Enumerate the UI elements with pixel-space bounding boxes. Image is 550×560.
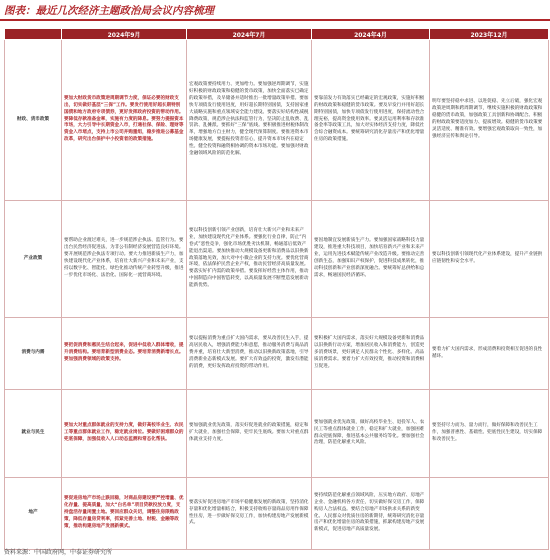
table-cell: 要帮助企业渡过难关，进一步规范涉企执法、监管行为。要出台民营经济促进法，为非公有制经济发展营造良好环境。要开展规范涉企执法专项行动。要大力推进新质生产力，加快建设现代化产业体系，培育壮大新兴产业和未来产业，支持以数字化、智能化、绿色化推动传统产业转型升级，推进一步优化市场化、法治化、国际化一流营商环境。: [62, 201, 187, 318]
table-cell: 要加强就业优先政策，做好高校毕业生、退役军人、农民工等重点群体就业工作，稳定和扩大就业，加强困难群众兜底保障，推进基本公共服务均等化。要加强社会治理，防范化解重大风险。: [312, 390, 430, 478]
figure-title: 图表：最近几次经济主题政治局会议内容梳理: [4, 5, 214, 17]
source-note: 资料来源：中国政府网，中泰证券研究所: [4, 549, 113, 556]
table-cell: 要以提振消费为重点扩大国内需求，要从改善民生入手，提高居民收入，增强消费能力和意愿，推动服务消费与商品消费并重，培育壮大新型消费，推动以旧换新政策落地，引导消费新业态新模式发展。要扩大有效益的投资，激发有潜能的消费，更好发挥政府投资的带动作用。: [187, 318, 312, 390]
table-cell: 要积极扩大国内需求，落实好大规模设备更新和消费品以旧换新行动方案，增加居民收入和消费能力，创造更多消费场景，更好满足人民群众个性化、多样化、高品质消费需求。要着力扩大有效投资，推动投资和消费相互促进。: [312, 318, 430, 390]
column-header-blank: [5, 29, 62, 40]
column-header-2024-04: 2024年4月: [312, 29, 430, 40]
table-cell: 要加大对重点群体就业的支持力度，做好高校毕业生、农民工等重点群体就业工作，稳定就业岗位。要做好困难群众的兜底保障，加强低收入人口动态监测和常态化帮扶。: [62, 390, 187, 478]
table-cell: 要以科技创新引领产业创新，培育壮大新兴产业和未来产业，加快建设现代化产业体系。要强化行业自律，防止“内卷式”恶性竞争，强化市场优胜劣汰机制，畅通落后低效产能退出渠道。要加快推动大规模设备更新和消费品以旧换新政策落地见效，加大对中小微企业的支持力度。要优化营商环境，依法保护民营企业产权，推动民营经济高质量发展。要落实好扩内需的政策举措。要发挥好经营主体作用，推动中国制造向中国智造转变，以高质量发展不断塑造发展新动能新优势。: [187, 201, 312, 318]
table-cell: [430, 478, 549, 550]
table-cell: 要持续防范化解重点领域风险，压实地方政府、房地产企业、金融机构各方责任，切实做好保交房工作，保障购房人合法权益。要结合房地产市场供求关系的新变化、人民群众对优质住房的新期待，统筹研究消化存量房产和优化增量住房的政策措施，抓紧构建房地产发展新模式，促进房地产高质量发展。: [312, 478, 430, 550]
table-row-real-estate: [5, 478, 549, 550]
row-label-consumption: 消费与内需: [5, 318, 62, 390]
table-cell: 要加强就业优先政策，落实好促进就业的政策措施，稳定和扩大就业，加强社会保障，兜牢民生底线。要加大对重点群体就业支持力度。: [187, 390, 312, 478]
row-label-employment: 就业与民生: [5, 390, 62, 478]
table-row-fiscal-monetary: [5, 40, 549, 201]
table-cell: 要因地制宜发展新质生产力。要加强国家战略科技力量建设，推进重大科技项目，加快培育新兴产业和未来产业，运用先进技术赋能传统产业改造升级。要推动完善创新生态，加强知识产权保护，促进科技成果转化，推动科技创新和产业创新深度融合。要统筹好总供给和总需求，畅通国民经济循环。: [312, 201, 430, 318]
header-row: [5, 29, 549, 40]
table-cell: 要落实好促进房地产市场平稳健康发展的新政策，坚持消化存量和优化增量相结合，积极支持收购存量商品房用作保障性住房，进一步做好保交房工作，加快构建房地产发展新模式。: [187, 478, 312, 550]
table-row-industry: [5, 201, 549, 318]
column-header-2024-07: 2024年7月: [187, 29, 312, 40]
table-cell: 要靠前发力有效落实已经确定的宏观政策，实施好积极的财政政策和稳健的货币政策。要及早发行并用好超长期特别国债，加快专项债发行使用进度，保持流动性合理充裕，提高资金使用效率。要灵活运用利率和存款准备金率等政策工具，加大对实体经济支持力度，降低社会综合融资成本。要统筹研究消化存量房产和优化增量住房的政策措施。: [312, 40, 430, 201]
column-header-2024-09: 2024年9月: [62, 29, 187, 40]
table-cell: 要促进房地产市场止跌回稳，对商品房建设要严控增量、优化存量、提高质量，加大“白名单”项目贷款投放力度，支持盘活存量闲置土地。要回应群众关切，调整住房限购政策，降低存量房贷利率，抓紧完善土地、财税、金融等政策，推动构建房地产发展新模式。: [62, 478, 187, 550]
table-cell: 明年要坚持稳中求进、以进促稳、先立后破，强化宏观政策逆周期和跨周期调节，继续实施积极的财政政策和稳健的货币政策，加强政策工具创新和协调配合。积极的财政政策要适度加力、提质增效。稳健的货币政策要灵活适度、精准有效。要增强宏观政策取向一致性，加强经济宣传和舆论引导。: [430, 40, 549, 201]
row-label-industry: 产业政策: [5, 201, 62, 318]
table-row-employment: [5, 390, 549, 478]
table-cell: 要坚持尽力而为、量力而行，做好保障和改善民生工作，加强普惠性、基础性、兜底性民生建设，切实保障和改善民生。: [430, 390, 549, 478]
title-underline: [0, 19, 550, 21]
row-label-fiscal-monetary: 财政、货币政策: [5, 40, 62, 201]
policy-comparison-table: [4, 28, 549, 550]
table-cell: 要把促消费和惠民生结合起来，促进中低收入群体增收，提升消费结构。要培育新型消费业态。要培育消费新增长点。要加强消费领域的政策支持。: [62, 318, 187, 390]
table-cell: 要加大财政货币政策逆周期调节力度，保证必要的财政支出，切实做好基层“三保”工作。要发行使用好超长期特别国债和地方政府专项债券，更好发挥政府投资的带动作用。要降低存款准备金率，实施有力度的降息。要努力提振资本市场，大力引导中长期资金入市，打通社保、保险、理财等资金入市堵点，支持上市公司并购重组，稳步推进公募基金改革，研究出台保护中小投资者的政策措施。: [62, 40, 187, 201]
table-cell: 要着力扩大国内需求，形成消费和投资相互促进的良性循环。: [430, 318, 549, 390]
column-header-2023-12: 2023年12月: [430, 29, 549, 40]
table-cell: 宏观政策要持续用力、更加给力。要加强逆周期调节，实施好积极的财政政策和稳健的货币政策，加快全面落实已确定的政策举措，及早储备并适时推出一批增量政策举措。要加快专项债发行使用进度，用好超长期特别国债，支持国家重大战略实施和重点领域安全能力建设。要落实好结构性减税降费政策，规范涉企执法和监管行为，坚决防止乱收费、乱罚款、乱摊派。要抓好“三保”底线。要积极推进财税体制改革，增强地方自主财力，健全现代预算制度。要推进资本市场健康发展，要提振投资者信心，提升资本市场内在稳定性。健全投资和融资相协调的资本市场功能。要加强对财政金融领域风险的防范化解。: [187, 40, 312, 201]
row-label-real-estate: 地产: [5, 478, 62, 550]
table-row-consumption: [5, 318, 549, 390]
table-cell: 要以科技创新引领现代化产业体系建设，提升产业链供应链韧性和安全水平。: [430, 201, 549, 318]
